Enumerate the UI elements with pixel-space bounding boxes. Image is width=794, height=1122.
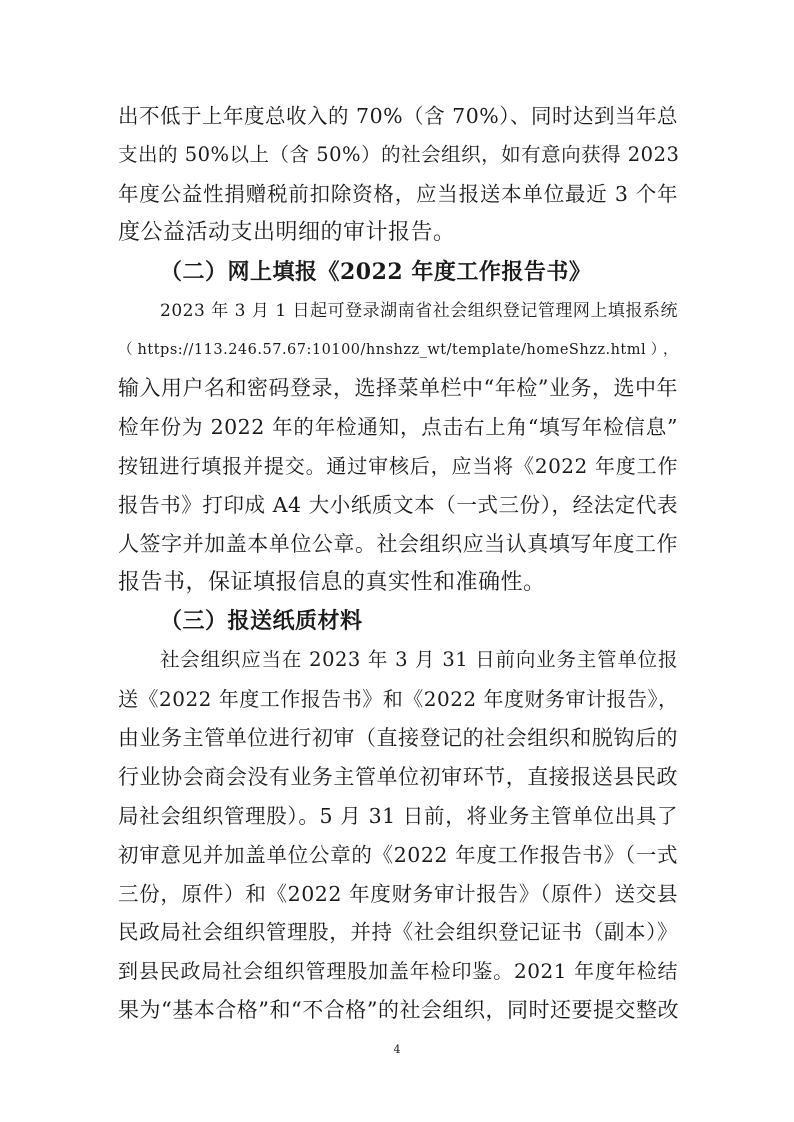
paragraph-line: 2023 年 3 月 1 日起可登录湖南省社会组织登记管理网上填报系统 <box>160 301 678 321</box>
paragraph-line: 送《2022 年度工作报告书》和《2022 年度财务审计报告》， <box>118 687 679 711</box>
paragraph-line: （https://113.246.57.67:10100/hnshzz_wt/template/homeShzz.html）， <box>118 342 678 358</box>
paragraph-line: 按钮进行填报并提交。通过审核后，应当将《2022 年度工作 <box>118 454 678 478</box>
paragraph-line: 民政局社会组织管理股，并持《社会组织登记证书（副本）》 <box>118 920 678 944</box>
paragraph-line: 局社会组织管理股）。5 月 31 日前，将业务主管单位出具了 <box>118 804 678 828</box>
paragraph-line: 社会组织应当在 2023 年 3 月 31 日前向业务主管单位报 <box>160 648 678 671</box>
paragraph-line: 初审意见并加盖单位公章的《2022 年度工作报告书》（一式 <box>118 843 678 867</box>
paragraph-line: 人签字并加盖本单位公章。社会组织应当认真填写年度工作 <box>118 532 678 556</box>
page-number: 4 <box>393 1043 401 1056</box>
paragraph-line: 三份，原件）和《2022 年度财务审计报告》（原件）送交县 <box>118 882 678 906</box>
paragraph-line: 报告书，保证填报信息的真实性和准确性。 <box>118 570 546 595</box>
paragraph-line: 由业务主管单位进行初审（直接登记的社会组织和脱钩后的 <box>118 726 678 750</box>
paragraph-line: 到县民政局社会组织管理股加盖年检印鉴。2021 年度年检结 <box>118 959 678 983</box>
paragraph-line: 出不低于上年度总收入的 70%（含 70%）、同时达到当年总 <box>118 104 678 128</box>
paragraph-line: 行业协会商会没有业务主管单位初审环节，直接报送县民政 <box>118 765 678 789</box>
paragraph-line: 年度公益性捐赠税前扣除资格，应当报送本单位最近 3 个年 <box>118 182 678 206</box>
paragraph-line: 支出的 50%以上（含 50%）的社会组织，如有意向获得 2023 <box>118 143 680 166</box>
paragraph-line: 果为“基本合格”和“不合格”的社会组织，同时还要提交整改 <box>118 998 679 1022</box>
paragraph-line: 检年份为 2022 年的年检通知，点击右上角“填写年检信息” <box>118 415 678 439</box>
section-heading: （三）报送纸质材料 <box>160 608 363 634</box>
paragraph-line: 度公益活动支出明细的审计报告。 <box>118 220 456 245</box>
paragraph-line: 报告书》打印成 A4 大小纸质文本（一式三份），经法定代表 <box>118 493 678 517</box>
paragraph-line: 输入用户名和密码登录，选择菜单栏中“年检”业务，选中年 <box>118 376 678 400</box>
section-heading: （二）网上填报《2022 年度工作报告书》 <box>160 259 592 285</box>
